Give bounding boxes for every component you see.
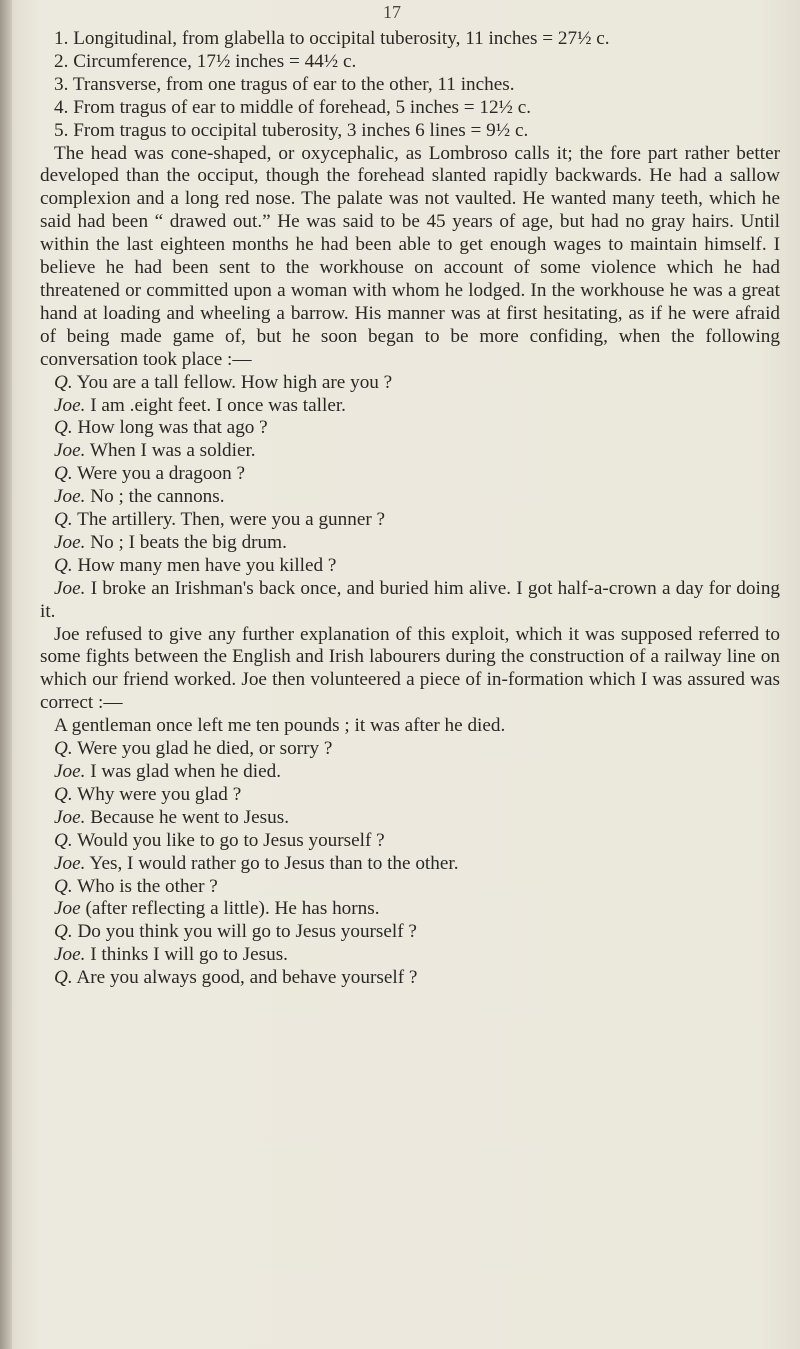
dialogue-line xyxy=(40,967,780,990)
dialogue-line xyxy=(40,921,780,944)
speaker: Q. xyxy=(54,463,73,485)
dialogue-line xyxy=(40,876,780,899)
utterance: The artillery. Then, were you a gunner ? xyxy=(77,509,386,531)
dialogue-line xyxy=(40,807,780,830)
utterance: I thinks I will go to Jesus. xyxy=(90,944,288,966)
utterance: Who is the other ? xyxy=(77,875,218,897)
utterance: I was glad when he died. xyxy=(90,761,281,782)
utterance: Do you think you will go to Jesus yourself ? xyxy=(77,921,417,943)
dialogue-line xyxy=(40,555,780,578)
measurement-item: 2. Circumference, 17½ inches = 44½ c. xyxy=(54,50,357,72)
utterance: No ; I beats the big drum. xyxy=(90,531,287,553)
dialogue-line xyxy=(40,898,780,921)
speaker: Q. xyxy=(54,371,73,393)
utterance: When I was a soldier. xyxy=(89,440,256,462)
dialogue-line xyxy=(40,944,780,967)
dialogue-line xyxy=(40,463,780,486)
speaker: Q. xyxy=(54,829,73,851)
speaker: Joe. xyxy=(54,944,86,966)
speaker: Q. xyxy=(54,417,73,439)
utterance: How many men have you killed ? xyxy=(77,554,337,576)
dialogue-block xyxy=(40,372,780,624)
speaker: Joe xyxy=(54,898,81,920)
utterance: I am .eight feet. I once was taller. xyxy=(90,394,346,416)
utterance: Are you always good, and behave yourself ? xyxy=(76,967,418,989)
measurement-item: 3. Transverse, from one tragus of ear to the other, 11 inches. xyxy=(54,73,515,95)
measurement-item: 4. From tragus of ear to middle of forehead, 5 inches = 12½ c. xyxy=(54,96,532,118)
page-gutter-shadow xyxy=(0,0,12,1349)
speaker: Q. xyxy=(54,738,73,760)
dialogue-line xyxy=(40,784,780,807)
speaker: Q. xyxy=(54,509,73,531)
speaker: Joe. xyxy=(54,852,86,874)
utterance: No ; the cannons. xyxy=(90,486,225,508)
speaker: Q. xyxy=(54,783,73,805)
speaker: Joe. xyxy=(54,394,86,416)
statement-line: A gentleman once left me ten pounds ; it was after he died. xyxy=(54,715,506,737)
speaker: Joe. xyxy=(54,440,86,462)
dialogue-line xyxy=(40,532,780,555)
dialogue-line xyxy=(40,509,780,532)
speaker: Q. xyxy=(54,921,73,943)
speaker: Q. xyxy=(54,875,73,897)
dialogue-line xyxy=(40,486,780,509)
description-paragraph: The head was cone-shaped, or oxycephalic, as Lombroso calls it; the fore part rather better developed than the occiput, though the forehead slanted rapidly backwards. He had a sallow complexion and a long red nose. The palate was not vaulted. He wanted many teeth, which he said had been “ drawed out.” He was said to be 45 years of age, but had no gray hairs. Until within the last eighteen months he had been able to get enough wages to maintain himself. I believe he had been sent to the workhouse on account of some violence which he had threatened or committed upon a woman with whom he lodged. In the workhouse he was a great hand at loading and wheeling a barrow. His manner was at first hesitating, as if he were afraid of being made game of, but he soon began to be more confiding, when the following conversation took place :— xyxy=(40,142,780,370)
dialogue-line xyxy=(40,578,780,624)
narrative-paragraph: Joe refused to give any further explanation of this exploit, which it was supposed referred to some fights between the English and Irish labourers during the construction of a railway line on which our friend worked. Joe then volunteered a piece of in-formation which I was assured was correct :— xyxy=(40,623,780,714)
dialogue-line xyxy=(40,761,780,784)
measurement-item: 1. Longitudinal, from glabella to occipital tuberosity, 11 inches = 27½ c. xyxy=(54,28,610,49)
page-text xyxy=(40,28,780,990)
utterance: Were you glad he died, or sorry ? xyxy=(77,738,333,760)
utterance: Because he went to Jesus. xyxy=(90,806,289,828)
utterance: Why were you glad ? xyxy=(77,783,242,805)
utterance: Were you a dragoon ? xyxy=(77,463,245,485)
utterance: Yes, I would rather go to Jesus than to the other. xyxy=(89,852,459,874)
dialogue-line xyxy=(40,440,780,463)
speaker: Joe. xyxy=(54,577,86,599)
utterance: Would you like to go to Jesus yourself ? xyxy=(77,829,385,851)
utterance: (after reflecting a little). He has horns. xyxy=(85,898,380,920)
speaker: Joe. xyxy=(54,486,86,508)
speaker: Joe. xyxy=(54,761,86,782)
utterance: You are a tall fellow. How high are you ? xyxy=(76,371,393,393)
dialogue-line xyxy=(40,417,780,440)
dialogue-block-2 xyxy=(40,738,780,990)
speaker: Q. xyxy=(54,554,73,576)
utterance: I broke an Irishman's back once, and buried him alive. I got half-a-crown a day for doing it. xyxy=(40,577,781,622)
dialogue-line xyxy=(40,395,780,418)
measurement-item: 5. From tragus to occipital tuberosity, 3 inches 6 lines = 9½ c. xyxy=(54,119,529,141)
utterance: How long was that ago ? xyxy=(77,417,268,439)
speaker: Joe. xyxy=(54,531,86,553)
speaker: Q. xyxy=(54,967,73,989)
page-number: 17 xyxy=(383,2,401,22)
dialogue-line xyxy=(40,830,780,853)
dialogue-line xyxy=(40,372,780,395)
dialogue-line xyxy=(40,853,780,876)
measurement-list xyxy=(40,28,780,143)
speaker: Joe. xyxy=(54,806,86,828)
dialogue-line xyxy=(40,738,780,761)
